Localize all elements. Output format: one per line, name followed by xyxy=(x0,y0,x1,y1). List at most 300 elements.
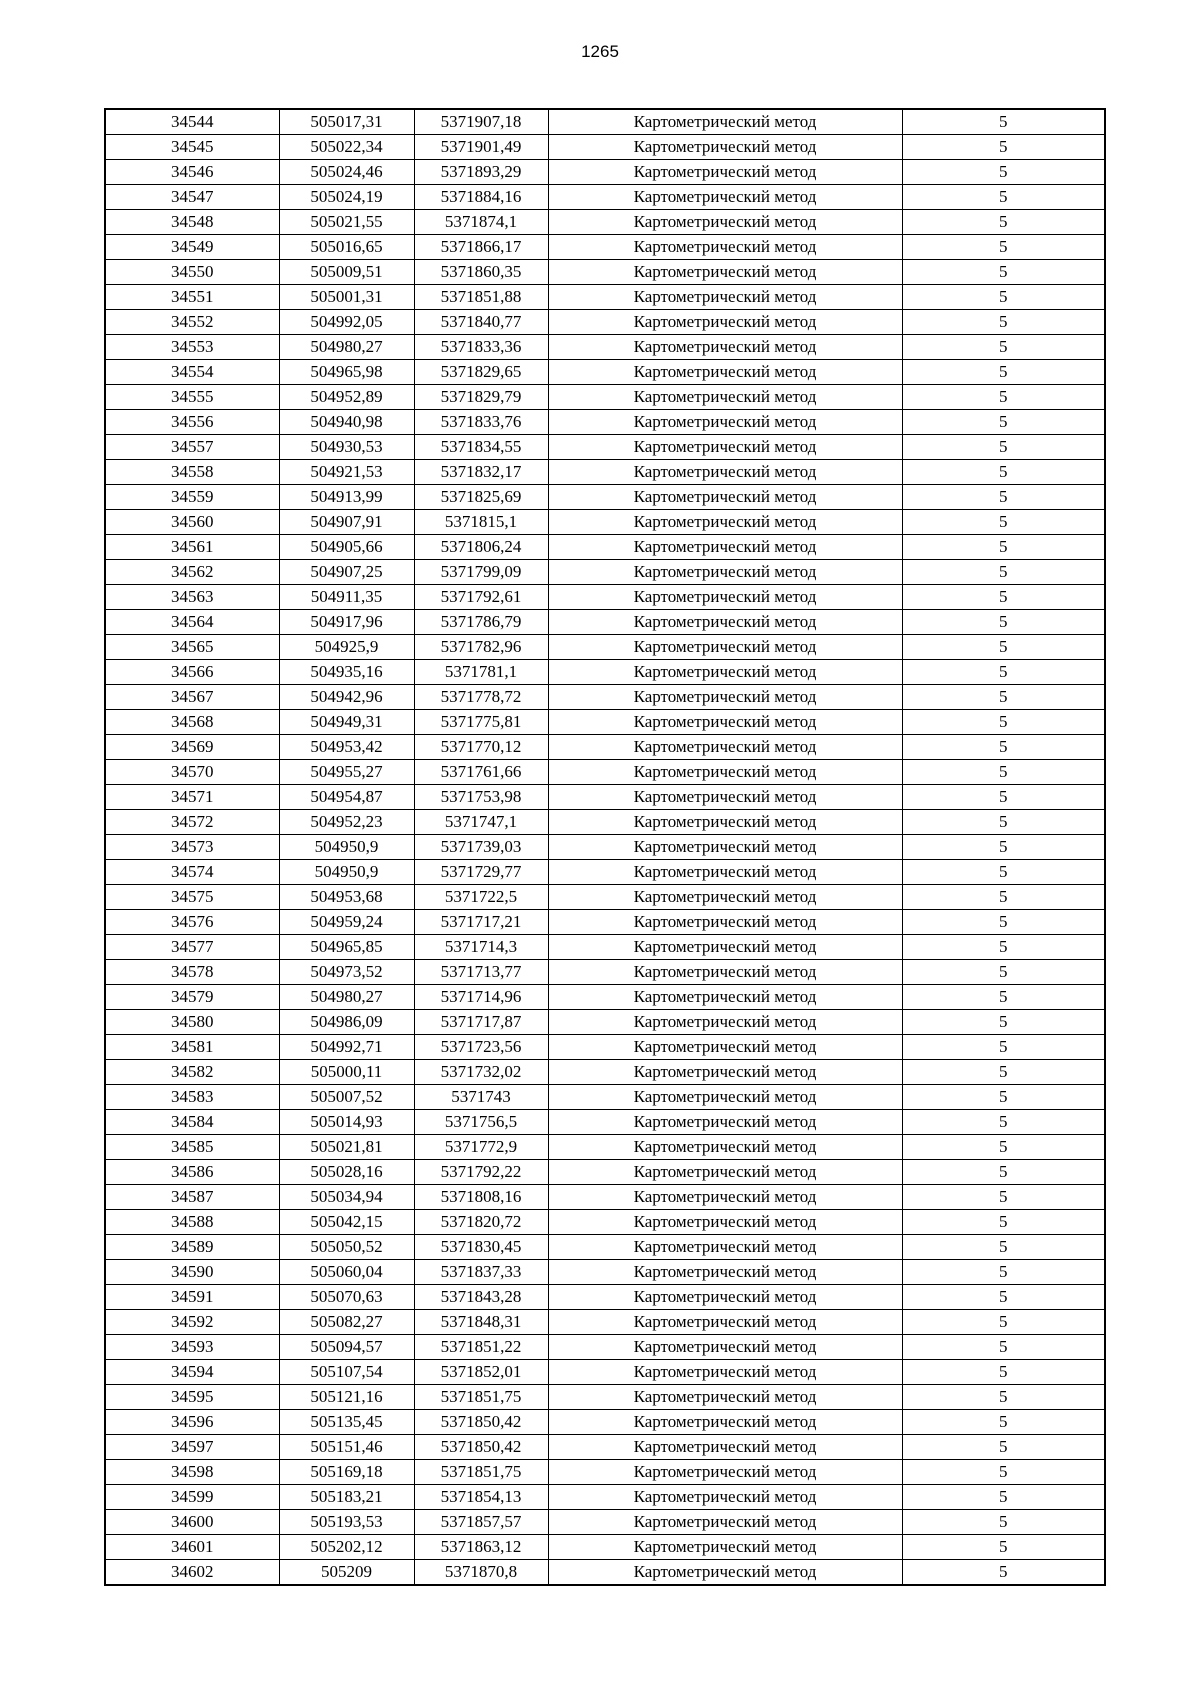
method-cell: Картометрический метод xyxy=(548,935,902,960)
point-number-cell: 34549 xyxy=(105,235,279,260)
accuracy-cell: 5 xyxy=(902,310,1105,335)
table-row xyxy=(105,109,1105,135)
point-number-cell: 34599 xyxy=(105,1485,279,1510)
y-coordinate-cell: 5371825,69 xyxy=(414,485,548,510)
method-cell: Картометрический метод xyxy=(548,385,902,410)
table-row xyxy=(105,1410,1105,1435)
point-number-cell: 34563 xyxy=(105,585,279,610)
accuracy-cell: 5 xyxy=(902,1110,1105,1135)
x-coordinate-cell: 505014,93 xyxy=(279,1110,414,1135)
x-coordinate-cell: 505024,19 xyxy=(279,185,414,210)
method-cell: Картометрический метод xyxy=(548,535,902,560)
point-number-cell: 34596 xyxy=(105,1410,279,1435)
x-coordinate-cell: 505193,53 xyxy=(279,1510,414,1535)
method-cell: Картометрический метод xyxy=(548,1010,902,1035)
point-number-cell: 34576 xyxy=(105,910,279,935)
method-cell: Картометрический метод xyxy=(548,860,902,885)
y-coordinate-cell: 5371850,42 xyxy=(414,1435,548,1460)
x-coordinate-cell: 504950,9 xyxy=(279,860,414,885)
table-row xyxy=(105,260,1105,285)
method-cell: Картометрический метод xyxy=(548,1060,902,1085)
y-coordinate-cell: 5371884,16 xyxy=(414,185,548,210)
point-number-cell: 34547 xyxy=(105,185,279,210)
y-coordinate-cell: 5371722,5 xyxy=(414,885,548,910)
accuracy-cell: 5 xyxy=(902,1160,1105,1185)
accuracy-cell: 5 xyxy=(902,960,1105,985)
point-number-cell: 34558 xyxy=(105,460,279,485)
accuracy-cell: 5 xyxy=(902,460,1105,485)
y-coordinate-cell: 5371863,12 xyxy=(414,1535,548,1560)
table-row xyxy=(105,460,1105,485)
accuracy-cell: 5 xyxy=(902,235,1105,260)
y-coordinate-cell: 5371857,57 xyxy=(414,1510,548,1535)
method-cell: Картометрический метод xyxy=(548,410,902,435)
x-coordinate-cell: 504954,87 xyxy=(279,785,414,810)
table-row xyxy=(105,960,1105,985)
point-number-cell: 34544 xyxy=(105,109,279,135)
point-number-cell: 34578 xyxy=(105,960,279,985)
accuracy-cell: 5 xyxy=(902,1435,1105,1460)
method-cell: Картометрический метод xyxy=(548,485,902,510)
method-cell: Картометрический метод xyxy=(548,510,902,535)
accuracy-cell: 5 xyxy=(902,935,1105,960)
y-coordinate-cell: 5371815,1 xyxy=(414,510,548,535)
x-coordinate-cell: 504940,98 xyxy=(279,410,414,435)
y-coordinate-cell: 5371772,9 xyxy=(414,1135,548,1160)
table-row xyxy=(105,860,1105,885)
accuracy-cell: 5 xyxy=(902,1035,1105,1060)
method-cell: Картометрический метод xyxy=(548,1535,902,1560)
table-row xyxy=(105,735,1105,760)
accuracy-cell: 5 xyxy=(902,610,1105,635)
y-coordinate-cell: 5371851,22 xyxy=(414,1335,548,1360)
y-coordinate-cell: 5371717,21 xyxy=(414,910,548,935)
accuracy-cell: 5 xyxy=(902,1560,1105,1586)
point-number-cell: 34572 xyxy=(105,810,279,835)
x-coordinate-cell: 505060,04 xyxy=(279,1260,414,1285)
accuracy-cell: 5 xyxy=(902,510,1105,535)
method-cell: Картометрический метод xyxy=(548,1410,902,1435)
x-coordinate-cell: 504959,24 xyxy=(279,910,414,935)
x-coordinate-cell: 504965,98 xyxy=(279,360,414,385)
method-cell: Картометрический метод xyxy=(548,109,902,135)
method-cell: Картометрический метод xyxy=(548,235,902,260)
table-row xyxy=(105,885,1105,910)
method-cell: Картометрический метод xyxy=(548,1035,902,1060)
table-row xyxy=(105,910,1105,935)
x-coordinate-cell: 505021,55 xyxy=(279,210,414,235)
accuracy-cell: 5 xyxy=(902,485,1105,510)
table-row xyxy=(105,1435,1105,1460)
y-coordinate-cell: 5371893,29 xyxy=(414,160,548,185)
x-coordinate-cell: 505151,46 xyxy=(279,1435,414,1460)
x-coordinate-cell: 505202,12 xyxy=(279,1535,414,1560)
point-number-cell: 34553 xyxy=(105,335,279,360)
point-number-cell: 34575 xyxy=(105,885,279,910)
x-coordinate-cell: 504980,27 xyxy=(279,985,414,1010)
point-number-cell: 34583 xyxy=(105,1085,279,1110)
x-coordinate-cell: 505000,11 xyxy=(279,1060,414,1085)
accuracy-cell: 5 xyxy=(902,1260,1105,1285)
x-coordinate-cell: 505034,94 xyxy=(279,1185,414,1210)
x-coordinate-cell: 504930,53 xyxy=(279,435,414,460)
method-cell: Картометрический метод xyxy=(548,1335,902,1360)
method-cell: Картометрический метод xyxy=(548,585,902,610)
accuracy-cell: 5 xyxy=(902,1410,1105,1435)
accuracy-cell: 5 xyxy=(902,710,1105,735)
point-number-cell: 34587 xyxy=(105,1185,279,1210)
x-coordinate-cell: 504952,89 xyxy=(279,385,414,410)
method-cell: Картометрический метод xyxy=(548,260,902,285)
method-cell: Картометрический метод xyxy=(548,1235,902,1260)
method-cell: Картометрический метод xyxy=(548,660,902,685)
x-coordinate-cell: 505028,16 xyxy=(279,1160,414,1185)
table-row xyxy=(105,1210,1105,1235)
y-coordinate-cell: 5371851,75 xyxy=(414,1385,548,1410)
table-row xyxy=(105,935,1105,960)
y-coordinate-cell: 5371866,17 xyxy=(414,235,548,260)
table-row xyxy=(105,210,1105,235)
table-row xyxy=(105,1510,1105,1535)
method-cell: Картометрический метод xyxy=(548,635,902,660)
y-coordinate-cell: 5371806,24 xyxy=(414,535,548,560)
table-row xyxy=(105,660,1105,685)
y-coordinate-cell: 5371799,09 xyxy=(414,560,548,585)
method-cell: Картометрический метод xyxy=(548,310,902,335)
x-coordinate-cell: 505135,45 xyxy=(279,1410,414,1435)
x-coordinate-cell: 505050,52 xyxy=(279,1235,414,1260)
accuracy-cell: 5 xyxy=(902,835,1105,860)
point-number-cell: 34557 xyxy=(105,435,279,460)
point-number-cell: 34564 xyxy=(105,610,279,635)
method-cell: Картометрический метод xyxy=(548,1085,902,1110)
y-coordinate-cell: 5371848,31 xyxy=(414,1310,548,1335)
point-number-cell: 34550 xyxy=(105,260,279,285)
x-coordinate-cell: 504911,35 xyxy=(279,585,414,610)
method-cell: Картометрический метод xyxy=(548,1285,902,1310)
accuracy-cell: 5 xyxy=(902,1285,1105,1310)
y-coordinate-cell: 5371761,66 xyxy=(414,760,548,785)
x-coordinate-cell: 504955,27 xyxy=(279,760,414,785)
x-coordinate-cell: 504950,9 xyxy=(279,835,414,860)
accuracy-cell: 5 xyxy=(902,635,1105,660)
y-coordinate-cell: 5371820,72 xyxy=(414,1210,548,1235)
accuracy-cell: 5 xyxy=(902,1210,1105,1235)
y-coordinate-cell: 5371775,81 xyxy=(414,710,548,735)
x-coordinate-cell: 504913,99 xyxy=(279,485,414,510)
accuracy-cell: 5 xyxy=(902,1460,1105,1485)
accuracy-cell: 5 xyxy=(902,1360,1105,1385)
x-coordinate-cell: 505169,18 xyxy=(279,1460,414,1485)
y-coordinate-cell: 5371833,76 xyxy=(414,410,548,435)
y-coordinate-cell: 5371852,01 xyxy=(414,1360,548,1385)
table-row xyxy=(105,1060,1105,1085)
table-row xyxy=(105,835,1105,860)
y-coordinate-cell: 5371851,88 xyxy=(414,285,548,310)
x-coordinate-cell: 505016,65 xyxy=(279,235,414,260)
accuracy-cell: 5 xyxy=(902,760,1105,785)
accuracy-cell: 5 xyxy=(902,1135,1105,1160)
point-number-cell: 34579 xyxy=(105,985,279,1010)
method-cell: Картометрический метод xyxy=(548,610,902,635)
table-row xyxy=(105,635,1105,660)
accuracy-cell: 5 xyxy=(902,1010,1105,1035)
point-number-cell: 34551 xyxy=(105,285,279,310)
x-coordinate-cell: 504973,52 xyxy=(279,960,414,985)
method-cell: Картометрический метод xyxy=(548,760,902,785)
table-row xyxy=(105,285,1105,310)
y-coordinate-cell: 5371840,77 xyxy=(414,310,548,335)
method-cell: Картометрический метод xyxy=(548,910,902,935)
method-cell: Картометрический метод xyxy=(548,360,902,385)
x-coordinate-cell: 504992,05 xyxy=(279,310,414,335)
table-row xyxy=(105,185,1105,210)
x-coordinate-cell: 505007,52 xyxy=(279,1085,414,1110)
table-row xyxy=(105,1385,1105,1410)
point-number-cell: 34562 xyxy=(105,560,279,585)
accuracy-cell: 5 xyxy=(902,385,1105,410)
accuracy-cell: 5 xyxy=(902,1485,1105,1510)
point-number-cell: 34577 xyxy=(105,935,279,960)
method-cell: Картометрический метод xyxy=(548,560,902,585)
table-row xyxy=(105,685,1105,710)
point-number-cell: 34556 xyxy=(105,410,279,435)
y-coordinate-cell: 5371743 xyxy=(414,1085,548,1110)
point-number-cell: 34598 xyxy=(105,1460,279,1485)
accuracy-cell: 5 xyxy=(902,885,1105,910)
method-cell: Картометрический метод xyxy=(548,210,902,235)
accuracy-cell: 5 xyxy=(902,335,1105,360)
table-row xyxy=(105,560,1105,585)
x-coordinate-cell: 505094,57 xyxy=(279,1335,414,1360)
y-coordinate-cell: 5371714,3 xyxy=(414,935,548,960)
table-row xyxy=(105,160,1105,185)
table-row xyxy=(105,710,1105,735)
table-row xyxy=(105,335,1105,360)
y-coordinate-cell: 5371770,12 xyxy=(414,735,548,760)
point-number-cell: 34589 xyxy=(105,1235,279,1260)
point-number-cell: 34586 xyxy=(105,1160,279,1185)
method-cell: Картометрический метод xyxy=(548,460,902,485)
table-row xyxy=(105,610,1105,635)
point-number-cell: 34569 xyxy=(105,735,279,760)
y-coordinate-cell: 5371851,75 xyxy=(414,1460,548,1485)
y-coordinate-cell: 5371729,77 xyxy=(414,860,548,885)
point-number-cell: 34559 xyxy=(105,485,279,510)
y-coordinate-cell: 5371874,1 xyxy=(414,210,548,235)
table-row xyxy=(105,810,1105,835)
method-cell: Картометрический метод xyxy=(548,835,902,860)
point-number-cell: 34561 xyxy=(105,535,279,560)
table-row xyxy=(105,585,1105,610)
y-coordinate-cell: 5371717,87 xyxy=(414,1010,548,1035)
method-cell: Картометрический метод xyxy=(548,960,902,985)
method-cell: Картометрический метод xyxy=(548,1135,902,1160)
x-coordinate-cell: 505022,34 xyxy=(279,135,414,160)
y-coordinate-cell: 5371753,98 xyxy=(414,785,548,810)
y-coordinate-cell: 5371834,55 xyxy=(414,435,548,460)
y-coordinate-cell: 5371732,02 xyxy=(414,1060,548,1085)
point-number-cell: 34597 xyxy=(105,1435,279,1460)
table-row xyxy=(105,1035,1105,1060)
x-coordinate-cell: 504921,53 xyxy=(279,460,414,485)
accuracy-cell: 5 xyxy=(902,785,1105,810)
y-coordinate-cell: 5371782,96 xyxy=(414,635,548,660)
y-coordinate-cell: 5371723,56 xyxy=(414,1035,548,1060)
y-coordinate-cell: 5371714,96 xyxy=(414,985,548,1010)
x-coordinate-cell: 504907,25 xyxy=(279,560,414,585)
table-row xyxy=(105,1335,1105,1360)
x-coordinate-cell: 505017,31 xyxy=(279,109,414,135)
method-cell: Картометрический метод xyxy=(548,1185,902,1210)
accuracy-cell: 5 xyxy=(902,660,1105,685)
method-cell: Картометрический метод xyxy=(548,1435,902,1460)
point-number-cell: 34585 xyxy=(105,1135,279,1160)
point-number-cell: 34545 xyxy=(105,135,279,160)
y-coordinate-cell: 5371808,16 xyxy=(414,1185,548,1210)
method-cell: Картометрический метод xyxy=(548,1385,902,1410)
accuracy-cell: 5 xyxy=(902,135,1105,160)
x-coordinate-cell: 505082,27 xyxy=(279,1310,414,1335)
x-coordinate-cell: 504905,66 xyxy=(279,535,414,560)
table-row xyxy=(105,1560,1105,1586)
method-cell: Картометрический метод xyxy=(548,985,902,1010)
point-number-cell: 34582 xyxy=(105,1060,279,1085)
method-cell: Картометрический метод xyxy=(548,885,902,910)
y-coordinate-cell: 5371829,79 xyxy=(414,385,548,410)
method-cell: Картометрический метод xyxy=(548,1485,902,1510)
point-number-cell: 34592 xyxy=(105,1310,279,1335)
point-number-cell: 34591 xyxy=(105,1285,279,1310)
accuracy-cell: 5 xyxy=(902,585,1105,610)
table-row xyxy=(105,235,1105,260)
x-coordinate-cell: 504992,71 xyxy=(279,1035,414,1060)
accuracy-cell: 5 xyxy=(902,1335,1105,1360)
method-cell: Картометрический метод xyxy=(548,1260,902,1285)
point-number-cell: 34571 xyxy=(105,785,279,810)
y-coordinate-cell: 5371907,18 xyxy=(414,109,548,135)
accuracy-cell: 5 xyxy=(902,810,1105,835)
x-coordinate-cell: 505021,81 xyxy=(279,1135,414,1160)
table-row xyxy=(105,1235,1105,1260)
point-number-cell: 34590 xyxy=(105,1260,279,1285)
method-cell: Картометрический метод xyxy=(548,1210,902,1235)
point-number-cell: 34584 xyxy=(105,1110,279,1135)
method-cell: Картометрический метод xyxy=(548,1360,902,1385)
accuracy-cell: 5 xyxy=(902,360,1105,385)
y-coordinate-cell: 5371833,36 xyxy=(414,335,548,360)
table-row xyxy=(105,360,1105,385)
y-coordinate-cell: 5371713,77 xyxy=(414,960,548,985)
accuracy-cell: 5 xyxy=(902,160,1105,185)
method-cell: Картометрический метод xyxy=(548,1110,902,1135)
x-coordinate-cell: 504986,09 xyxy=(279,1010,414,1035)
page-number: 1265 xyxy=(581,42,619,61)
y-coordinate-cell: 5371832,17 xyxy=(414,460,548,485)
table-row xyxy=(105,1110,1105,1135)
table-row xyxy=(105,1485,1105,1510)
point-number-cell: 34593 xyxy=(105,1335,279,1360)
method-cell: Картометрический метод xyxy=(548,1460,902,1485)
accuracy-cell: 5 xyxy=(902,1510,1105,1535)
method-cell: Картометрический метод xyxy=(548,160,902,185)
y-coordinate-cell: 5371792,61 xyxy=(414,585,548,610)
table-row xyxy=(105,135,1105,160)
accuracy-cell: 5 xyxy=(902,560,1105,585)
coordinates-table xyxy=(104,108,1106,1586)
table-row xyxy=(105,1135,1105,1160)
point-number-cell: 34594 xyxy=(105,1360,279,1385)
x-coordinate-cell: 504952,23 xyxy=(279,810,414,835)
table-row xyxy=(105,1160,1105,1185)
accuracy-cell: 5 xyxy=(902,210,1105,235)
table-row xyxy=(105,1260,1105,1285)
x-coordinate-cell: 505009,51 xyxy=(279,260,414,285)
x-coordinate-cell: 504907,91 xyxy=(279,510,414,535)
point-number-cell: 34548 xyxy=(105,210,279,235)
y-coordinate-cell: 5371901,49 xyxy=(414,135,548,160)
accuracy-cell: 5 xyxy=(902,285,1105,310)
y-coordinate-cell: 5371747,1 xyxy=(414,810,548,835)
point-number-cell: 34567 xyxy=(105,685,279,710)
x-coordinate-cell: 504942,96 xyxy=(279,685,414,710)
method-cell: Картометрический метод xyxy=(548,1510,902,1535)
accuracy-cell: 5 xyxy=(902,1085,1105,1110)
method-cell: Картометрический метод xyxy=(548,710,902,735)
point-number-cell: 34600 xyxy=(105,1510,279,1535)
point-number-cell: 34588 xyxy=(105,1210,279,1235)
y-coordinate-cell: 5371778,72 xyxy=(414,685,548,710)
point-number-cell: 34595 xyxy=(105,1385,279,1410)
table-row xyxy=(105,1010,1105,1035)
y-coordinate-cell: 5371739,03 xyxy=(414,835,548,860)
x-coordinate-cell: 505121,16 xyxy=(279,1385,414,1410)
y-coordinate-cell: 5371792,22 xyxy=(414,1160,548,1185)
x-coordinate-cell: 505183,21 xyxy=(279,1485,414,1510)
method-cell: Картометрический метод xyxy=(548,185,902,210)
x-coordinate-cell: 505042,15 xyxy=(279,1210,414,1235)
x-coordinate-cell: 505001,31 xyxy=(279,285,414,310)
x-coordinate-cell: 504965,85 xyxy=(279,935,414,960)
y-coordinate-cell: 5371854,13 xyxy=(414,1485,548,1510)
x-coordinate-cell: 505209 xyxy=(279,1560,414,1586)
table-row xyxy=(105,385,1105,410)
x-coordinate-cell: 504949,31 xyxy=(279,710,414,735)
x-coordinate-cell: 504953,68 xyxy=(279,885,414,910)
coordinates-table-body xyxy=(105,109,1105,1585)
table-row xyxy=(105,510,1105,535)
table-row xyxy=(105,1310,1105,1335)
method-cell: Картометрический метод xyxy=(548,785,902,810)
accuracy-cell: 5 xyxy=(902,985,1105,1010)
method-cell: Картометрический метод xyxy=(548,435,902,460)
table-row xyxy=(105,410,1105,435)
table-row xyxy=(105,1085,1105,1110)
point-number-cell: 34566 xyxy=(105,660,279,685)
method-cell: Картометрический метод xyxy=(548,685,902,710)
accuracy-cell: 5 xyxy=(902,410,1105,435)
method-cell: Картометрический метод xyxy=(548,1310,902,1335)
point-number-cell: 34568 xyxy=(105,710,279,735)
point-number-cell: 34555 xyxy=(105,385,279,410)
accuracy-cell: 5 xyxy=(902,1535,1105,1560)
table-row xyxy=(105,435,1105,460)
accuracy-cell: 5 xyxy=(902,860,1105,885)
table-row xyxy=(105,535,1105,560)
table-row xyxy=(105,485,1105,510)
accuracy-cell: 5 xyxy=(902,185,1105,210)
x-coordinate-cell: 504917,96 xyxy=(279,610,414,635)
